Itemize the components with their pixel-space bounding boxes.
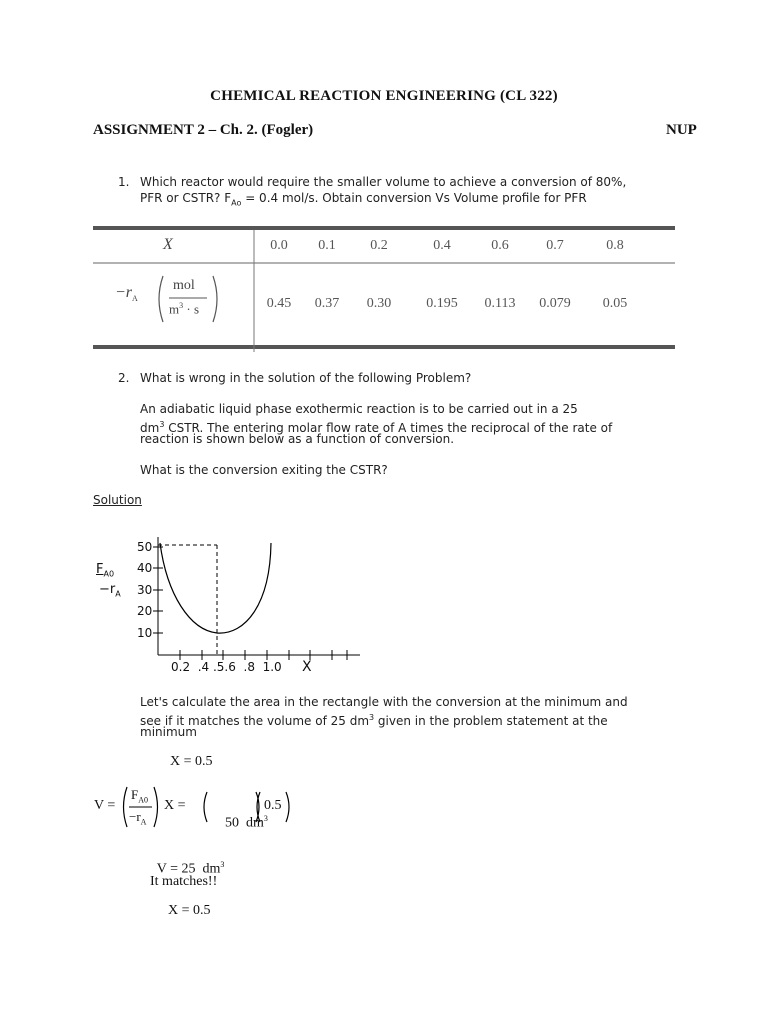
- equation-x-1: X = 0.5: [170, 754, 213, 769]
- table-rate-cell: 0.37: [314, 296, 340, 311]
- question-1-line-1: Which reactor would require the smaller volume to achieve a conversion of 80%,: [140, 175, 627, 189]
- table-x-cell: 0.0: [270, 238, 288, 253]
- question-2-number: 2.: [118, 371, 130, 385]
- x-tick-labels: 0.2 .4 .5.6 .8 1.0: [171, 660, 282, 674]
- problem-line-3: reaction is shown below as a function of conversion.: [140, 432, 455, 446]
- equation-v-label: V =: [94, 798, 116, 813]
- table-rate-cell: 0.113: [484, 296, 516, 311]
- table-x-cell: 0.6: [491, 238, 509, 253]
- table-x-cell: 0.7: [546, 238, 564, 253]
- equation-x-2: X = 0.5: [168, 903, 211, 918]
- assignment-heading: ASSIGNMENT 2 – Ch. 2. (Fogler): [93, 122, 314, 138]
- equation-volume-result: V = 25 $dm^3$: [156, 860, 225, 877]
- explanation-line-1: Let's calculate the area in the rectangle with the conversion at the minimum and: [140, 695, 628, 709]
- y-tick-label: 40: [137, 561, 153, 575]
- problem-question: What is the conversion exiting the CSTR?: [140, 463, 388, 477]
- explanation-line-3: minimum: [140, 725, 197, 739]
- y-tick-label: 20: [137, 604, 153, 618]
- table-row-label: $-r_A$: [115, 284, 138, 304]
- author-initials: NUP: [666, 122, 697, 138]
- question-2-line-1: What is wrong in the solution of the following Problem?: [140, 371, 472, 385]
- equation-conversion: 0.5: [264, 798, 282, 813]
- problem-line-2: $dm^3$ CSTR. The entering molar flow rate of A times the reciprocal of the rate of: [140, 420, 613, 435]
- unit-numerator: mol: [173, 278, 195, 293]
- question-1-number: 1.: [118, 175, 130, 189]
- table-x-cell: 0.8: [606, 238, 624, 253]
- rate-unit-fraction: [155, 272, 221, 326]
- table-rate-cell: 0.195: [426, 296, 458, 311]
- solution-label: Solution: [93, 493, 142, 507]
- equation-value: 50 $dm^3$: [225, 814, 268, 831]
- table-x-cell: 0.2: [370, 238, 388, 253]
- question-1-line-2: PFR or CSTR? $F_{Ao} = 0.4$ mol/s. Obtain conversion Vs Volume profile for PFR: [140, 191, 587, 208]
- table-rate-cell: 0.05: [602, 296, 628, 311]
- fraction-denominator: $-r_A$: [129, 809, 147, 827]
- x-axis-label: X: [302, 659, 312, 675]
- explanation-line-2: see if it matches the volume of 25 $dm^3$ given in the problem statement at the: [140, 713, 608, 728]
- rate-data-table: [93, 226, 675, 352]
- fraction-numerator: $F_{A0}$: [131, 787, 149, 805]
- table-rate-cell: 0.079: [539, 296, 571, 311]
- equation-x-equals: X =: [164, 798, 186, 813]
- unit-denominator: $m^3 \cdot s$: [169, 301, 200, 317]
- matches-text: It matches!!: [150, 874, 218, 889]
- table-x-cell: 0.1: [318, 238, 336, 253]
- table-rate-cell: 0.30: [366, 296, 392, 311]
- problem-line-1: An adiabatic liquid phase exothermic reaction is to be carried out in a 25: [140, 402, 578, 416]
- y-tick-label: 50: [137, 540, 153, 554]
- table-rate-cell: 0.45: [266, 296, 292, 311]
- table-x-cell: 0.4: [433, 238, 451, 253]
- levenspiel-plot: [95, 535, 375, 675]
- y-axis-label-top: $F_{A0}$: [96, 562, 115, 579]
- page-title: CHEMICAL REACTION ENGINEERING (CL 322): [210, 88, 558, 104]
- y-tick-label: 10: [137, 626, 153, 640]
- equation-volume: [94, 784, 324, 830]
- y-axis-label-bottom: $-r_A$: [99, 582, 121, 599]
- y-tick-label: 30: [137, 583, 153, 597]
- table-header-x: X: [163, 236, 173, 253]
